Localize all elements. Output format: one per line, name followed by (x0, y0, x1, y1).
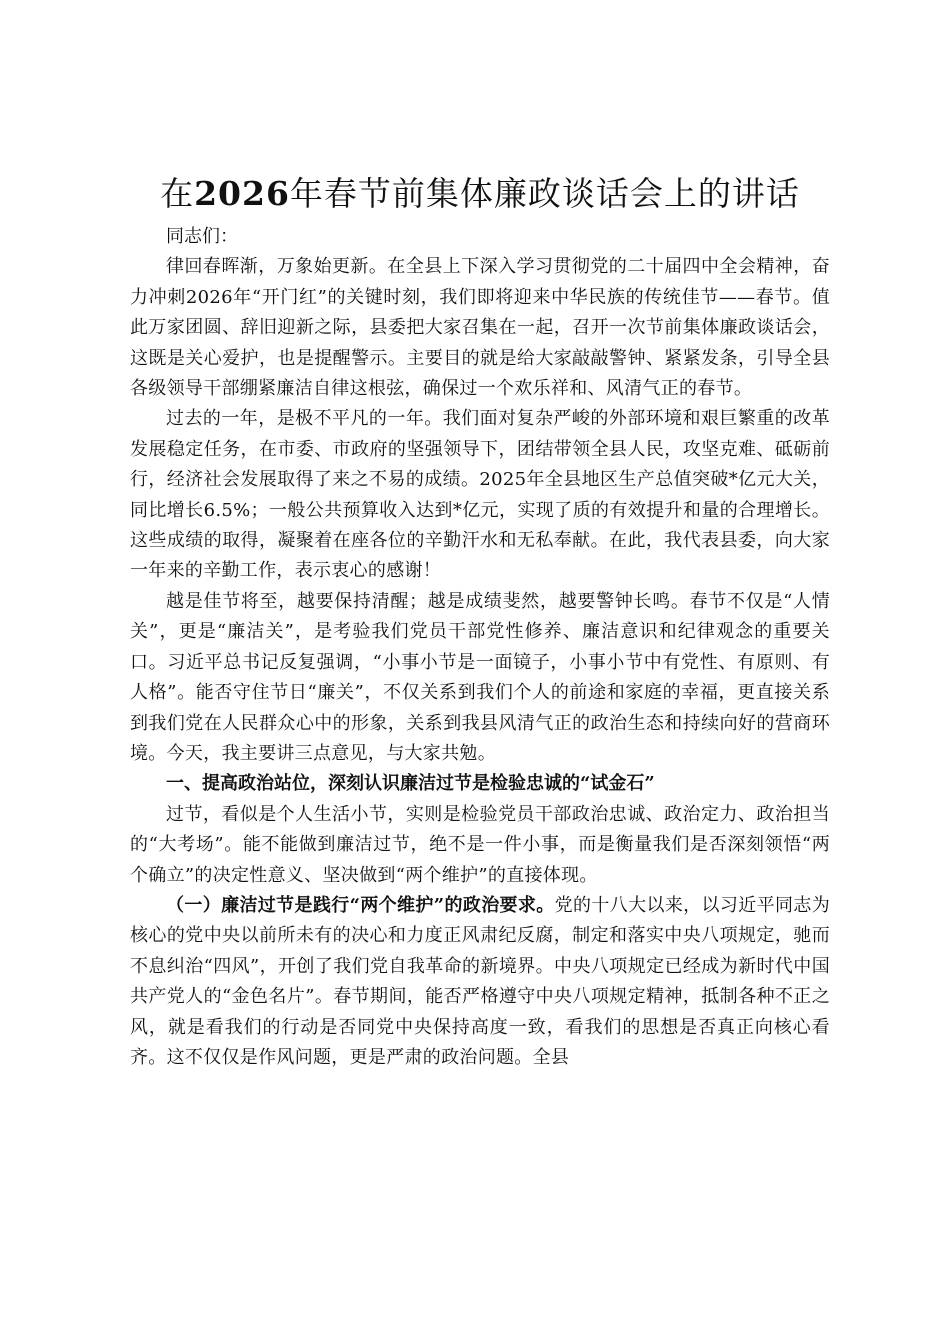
title-suffix: 年春节前集体廉政谈话会上的讲话 (289, 174, 800, 213)
subsection-body: 党的十八大以来，以习近平同志为核心的党中央以前所未有的决心和力度正风肃纪反腐，制定和落实中央八项规定，驰而不息纠治“四风”，开创了我们党自我革命的新境界。中央八项规定已经成为新时代中国共产党人的“金色名片”。春节期间，能否严格遵守中央八项规定精神，抵制各种不正之风，就是看我们的行动是否同党中央保持高度一致，看我们的思想是否真正向核心看齐。这不仅仅是作风问题，更是严肃的政治问题。全县 (130, 894, 831, 1068)
section-heading: 一、提高政治站位，深刻认识廉洁过节是检验忠诚的“试金石” (166, 773, 655, 795)
greeting: 同志们： (166, 226, 238, 247)
title-year: 2026 (194, 174, 290, 213)
document-page (130, 172, 830, 1073)
section-paragraph: 过节，看似是个人生活小节，实则是检验党员干部政治忠诚、政治定力、政治担当的“大考场”。能不能做到廉洁过节，绝不是一件小事，而是衡量我们是否深刻领悟“两个确立”的决定性意义、坚决做到“两个维护”的直接体现。 (130, 803, 830, 886)
title-prefix: 在 (160, 174, 195, 213)
document-title (130, 172, 830, 216)
subsection-lead: （一）廉洁过节是践行“两个维护”的政治要求。 (166, 894, 555, 916)
paragraph-review: 过去的一年，是极不平凡的一年。我们面对复杂严峻的外部环境和艰巨繁重的改革发展稳定任务，在市委、市政府的坚强领导下，团结带领全县人民，攻坚克难、砥砺前行，经济社会发展取得了来之不易的成绩。2025年全县地区生产总值突破*亿元大关，同比增长6.5%；一般公共预算收入达到*亿元，实现了质的有效提升和量的合理增长。这些成绩的取得，凝聚着在座各位的辛勤汗水和无私奉献。在此，我代表县委，向大家一年来的辛勤工作，表示衷心的感谢！ (130, 408, 830, 582)
subsection-paragraph (130, 891, 830, 1073)
paragraph-warning: 越是佳节将至，越要保持清醒；越是成绩斐然，越要警钟长鸣。春节不仅是“人情关”，更是“廉洁关”，是考验我们党员干部党性修养、廉洁意识和纪律观念的重要关口。习近平总书记反复强调，“小事小节是一面镜子，小事小节中有党性、有原则、有人格”。能否守住节日“廉关”，不仅关系到我们个人的前途和家庭的幸福，更直接关系到我们党在人民群众心中的形象，关系到我县风清气正的政治生态和持续向好的营商环境。今天，我主要讲三点意见，与大家共勉。 (130, 590, 830, 764)
paragraph-opening: 律回春晖渐，万象始更新。在全县上下深入学习贯彻党的二十届四中全会精神，奋力冲刺2026年“开门红”的关键时刻，我们即将迎来中华民族的传统佳节——春节。值此万家团圆、辞旧迎新之际，县委把大家召集在一起，召开一次节前集体廉政谈话会，这既是关心爱护，也是提醒警示。主要目的就是给大家敲敲警钟、紧紧发条，引导全县各级领导干部绷紧廉洁自律这根弦，确保过一个欢乐祥和、风清气正的春节。 (130, 256, 830, 400)
